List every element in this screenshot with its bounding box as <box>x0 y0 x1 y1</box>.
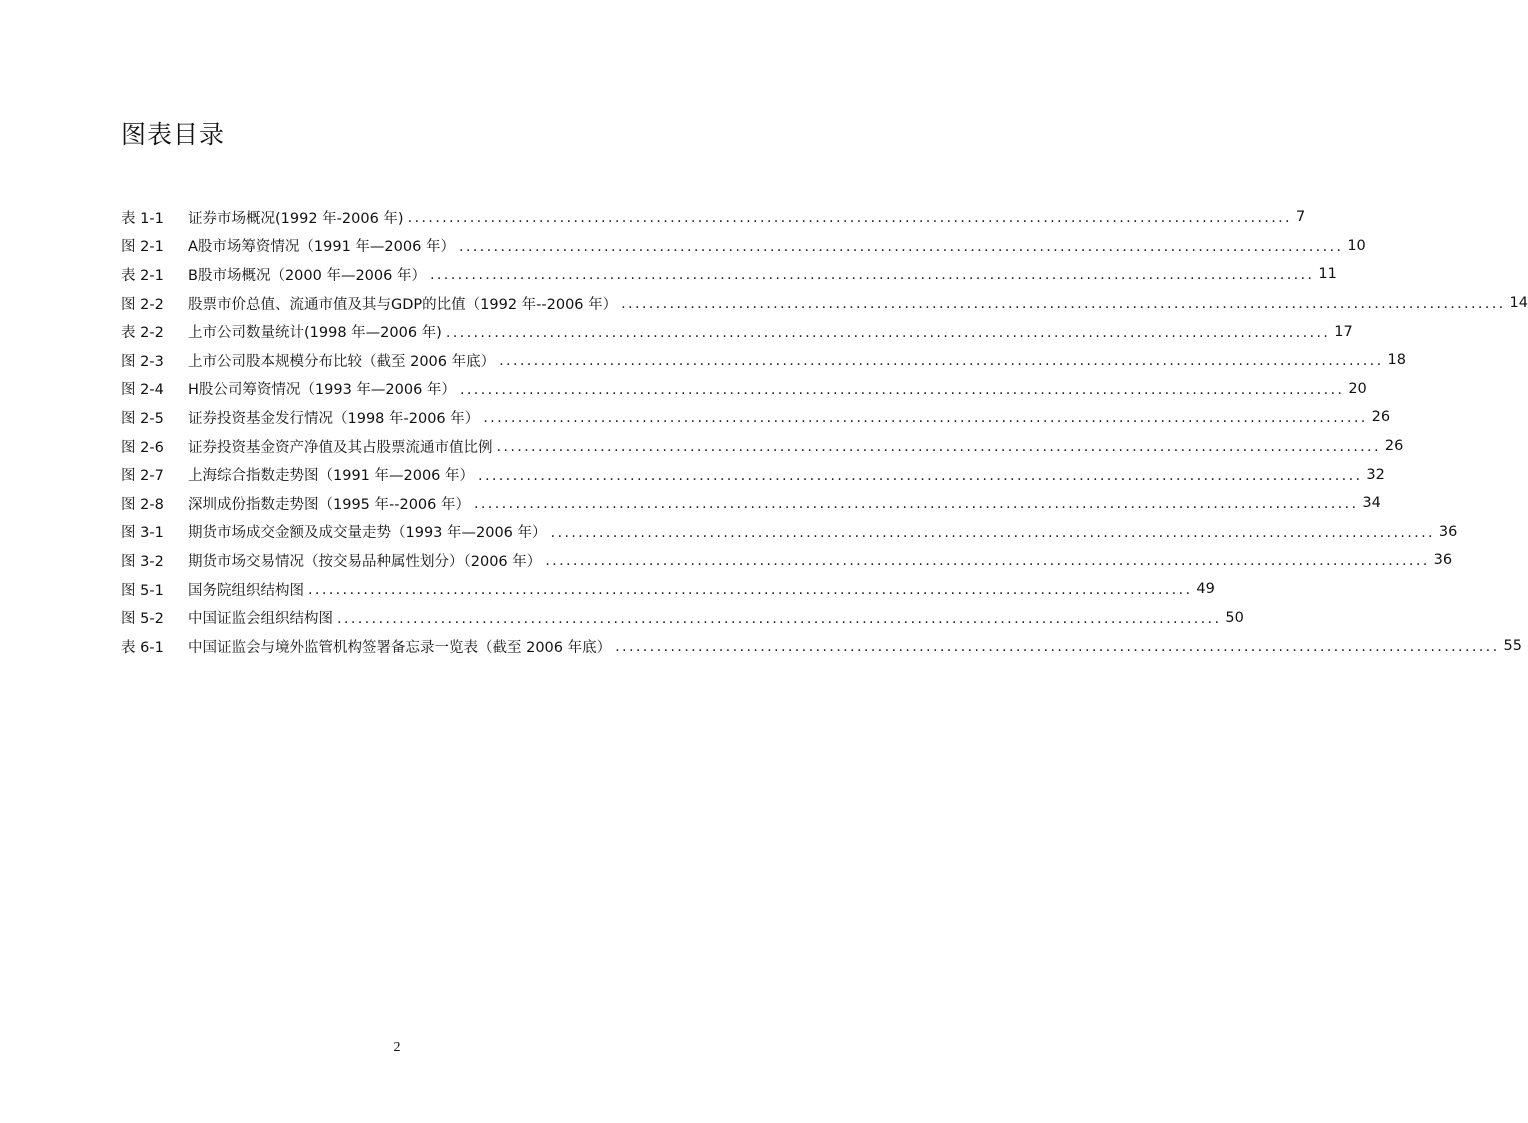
dot-leader: ................................................................................................................................ <box>308 582 1193 599</box>
dot-leader: ................................................................................................................................ <box>621 296 1506 313</box>
toc-entry-title: B股市场概况（2000 年—2006 年） <box>188 267 426 284</box>
dot-leader: ................................................................................................................................ <box>337 610 1222 627</box>
toc-entry-title: 上市公司股本规模分布比较（截至 2006 年底） <box>188 353 496 370</box>
toc-entry[interactable] <box>121 289 1528 318</box>
toc-entry-number: 图 2-8 <box>121 496 164 513</box>
toc-entry-title: 期货市场成交金额及成交量走势（1993 年—2006 年） <box>188 525 547 542</box>
toc-entry-title: 证券市场概况(1992 年-2006 年) <box>188 210 404 227</box>
toc-entry[interactable] <box>121 460 1385 489</box>
toc-entry-page: 34 <box>1362 495 1381 512</box>
toc-entry[interactable] <box>121 432 1404 461</box>
dot-leader: ................................................................................................................................ <box>483 410 1368 427</box>
toc-entry-title: 上市公司数量统计(1998 年—2006 年) <box>188 325 442 342</box>
toc-entry-page: 7 <box>1295 209 1306 226</box>
toc-entry[interactable] <box>121 317 1353 346</box>
dot-leader: ................................................................................................................................ <box>499 353 1384 370</box>
toc-entry-number: 图 5-1 <box>121 582 164 599</box>
toc-entry-number: 表 2-2 <box>121 325 164 342</box>
toc-entry-page: 49 <box>1196 581 1215 598</box>
toc-entry[interactable] <box>121 575 1215 604</box>
toc-entry[interactable] <box>121 260 1337 289</box>
toc-entry[interactable] <box>121 203 1306 232</box>
toc-entry[interactable] <box>121 546 1453 575</box>
toc-entry[interactable] <box>121 489 1381 518</box>
toc-entry-number: 图 3-2 <box>121 553 164 570</box>
dot-leader: ................................................................................................................................ <box>478 467 1363 484</box>
toc-entry[interactable] <box>121 603 1244 632</box>
toc-entry-page: 55 <box>1503 638 1522 655</box>
toc-entry-title: 中国证监会与境外监管机构签署备忘录一览表（截至 2006 年底） <box>188 639 612 656</box>
toc-entry[interactable] <box>121 375 1367 404</box>
toc-entry-number: 图 5-2 <box>121 611 164 628</box>
toc-entry[interactable] <box>121 403 1391 432</box>
toc-entry-page: 10 <box>1347 237 1366 254</box>
page-title: 图表目录 <box>121 120 226 149</box>
toc-entry-page: 26 <box>1371 409 1391 426</box>
toc-entry-title: 证券投资基金发行情况（1998 年-2006 年） <box>188 410 480 427</box>
toc-entry-title: 中国证监会组织结构图 <box>188 611 333 628</box>
toc-entry-title: 深圳成份指数走势图（1995 年--2006 年） <box>188 496 470 513</box>
toc-entry-number: 图 3-1 <box>121 525 164 542</box>
dot-leader: ................................................................................................................................ <box>550 524 1435 541</box>
toc-entry-title: 证券投资基金资产净值及其占股票流通市值比例 <box>188 439 493 456</box>
toc-entry-page: 36 <box>1438 523 1458 540</box>
toc-entry-page: 11 <box>1318 266 1337 283</box>
toc-entry-number: 图 2-2 <box>121 296 164 313</box>
toc-entry-number: 表 2-1 <box>121 267 164 284</box>
toc-entry-number: 图 2-6 <box>121 439 164 456</box>
toc-entry-title: H股公司筹资情况（1993 年—2006 年） <box>188 382 456 399</box>
toc-entry-page: 50 <box>1225 609 1244 626</box>
dot-leader: ................................................................................................................................ <box>459 381 1345 398</box>
toc-entry-number: 图 2-3 <box>121 353 164 370</box>
toc-entry-page: 32 <box>1366 466 1385 483</box>
toc-entry-number: 图 2-5 <box>121 410 164 427</box>
dot-leader: ................................................................................................................................ <box>429 267 1315 284</box>
dot-leader: ................................................................................................................................ <box>615 639 1500 656</box>
toc-entry[interactable] <box>121 632 1522 661</box>
dot-leader: ................................................................................................................................ <box>545 553 1430 570</box>
dot-leader: ................................................................................................................................ <box>445 324 1331 341</box>
toc-entry-page: 26 <box>1384 438 1404 455</box>
toc-entry-page: 17 <box>1334 323 1353 340</box>
toc-entry-page: 14 <box>1509 295 1528 312</box>
toc-entry-title: 国务院组织结构图 <box>188 582 304 599</box>
dot-leader: ................................................................................................................................ <box>458 238 1344 255</box>
toc-entry-title: A股市场筹资情况（1991 年—2006 年） <box>188 239 455 256</box>
dot-leader: ................................................................................................................................ <box>496 439 1381 456</box>
toc-entry[interactable] <box>121 232 1366 261</box>
toc-entry-number: 图 2-1 <box>121 239 164 256</box>
toc-entry-number: 图 2-4 <box>121 382 164 399</box>
page-number: 2 <box>393 1040 401 1055</box>
figure-table-list <box>121 203 1528 661</box>
toc-entry-number: 图 2-7 <box>121 468 164 485</box>
toc-entry-page: 36 <box>1433 552 1453 569</box>
toc-entry-title: 期货市场交易情况（按交易品种属性划分）（2006 年） <box>188 553 542 570</box>
dot-leader: ................................................................................................................................ <box>407 210 1292 227</box>
toc-entry-title: 上海综合指数走势图（1991 年—2006 年） <box>188 468 475 485</box>
toc-entry-number: 表 6-1 <box>121 639 164 656</box>
dot-leader: ................................................................................................................................ <box>473 496 1359 513</box>
toc-entry-page: 18 <box>1387 352 1406 369</box>
toc-entry[interactable] <box>121 518 1458 547</box>
toc-entry[interactable] <box>121 346 1406 375</box>
toc-entry-number: 表 1-1 <box>121 210 164 227</box>
toc-entry-page: 20 <box>1348 380 1367 397</box>
toc-entry-title: 股票市价总值、流通市值及其与GDP的比值（1992 年--2006 年） <box>188 296 618 313</box>
